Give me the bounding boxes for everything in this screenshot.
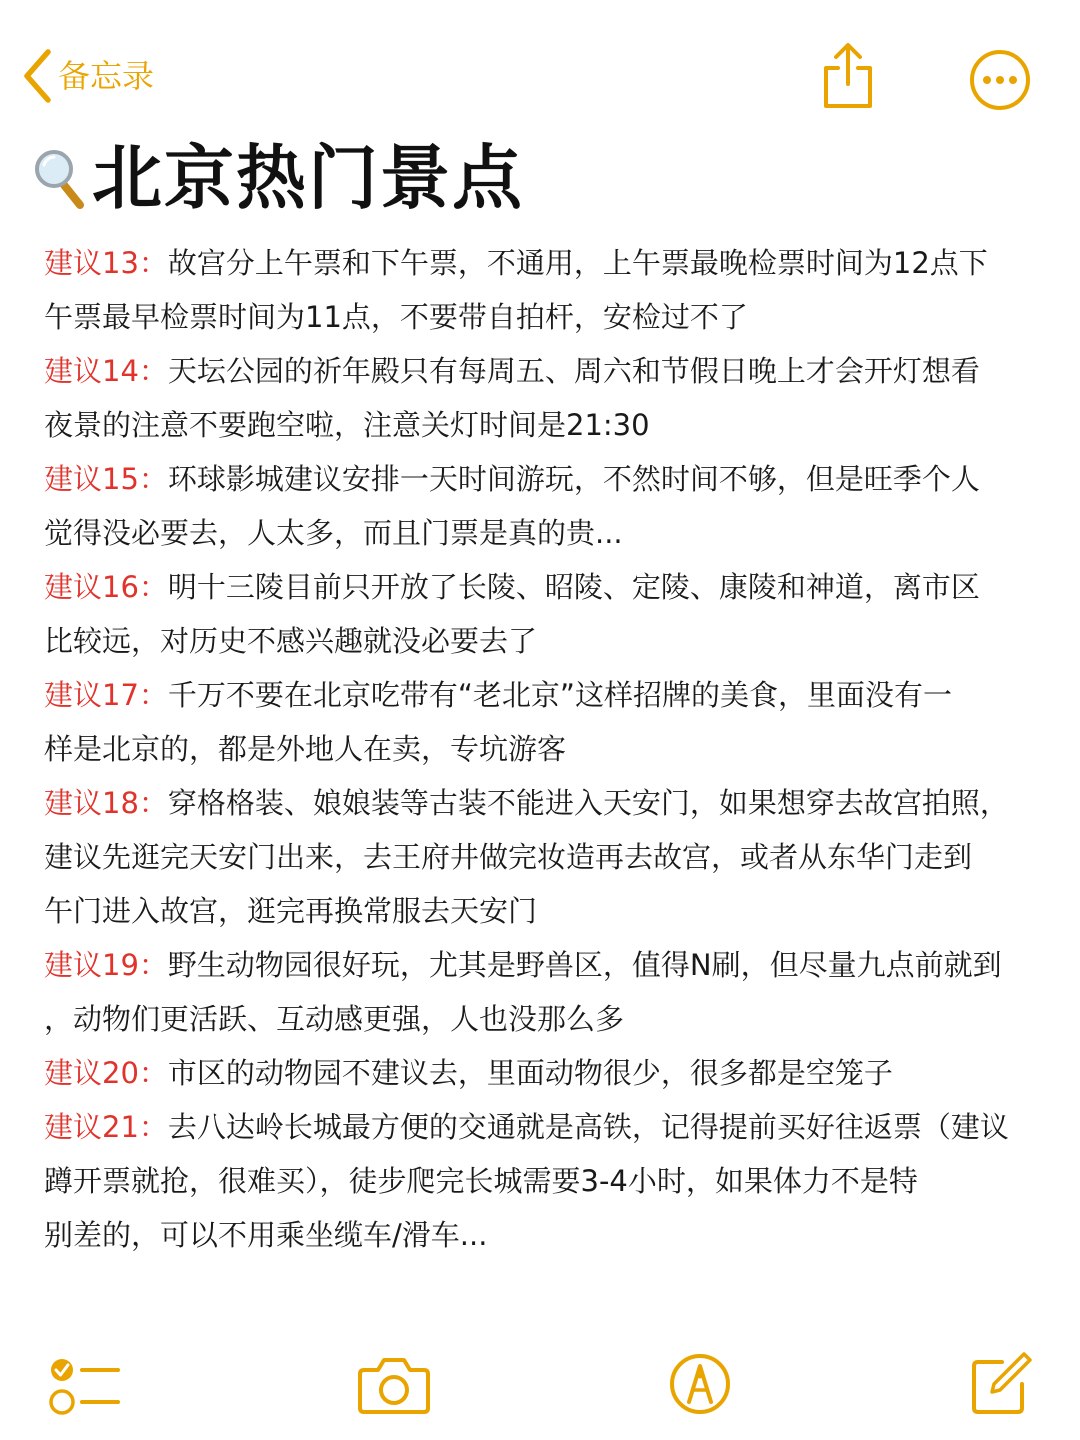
compose-icon (970, 1350, 1034, 1416)
tip-text: 穿格格装、娘娘装等古装不能进入天安门，如果想穿去故宫拍照， 建议先逛完天安门出来，去王府井做完妆造再去故宫，或者从东华门走到 午门进入故宫，逛完再换常服去天安门 (44, 786, 1009, 928)
compose-button[interactable] (970, 1350, 1034, 1420)
tip-text: 明十三陵目前只开放了长陵、昭陵、定陵、康陵和神道，离市区 比较远，对历史不感兴趣就没必要去了 (44, 570, 980, 658)
tip-text: 千万不要在北京吃带有“老北京”这样招牌的美食，里面没有一 样是北京的，都是外地人在卖，专坑游客 (44, 678, 952, 766)
camera-icon (356, 1354, 432, 1416)
note-body[interactable] (44, 236, 1054, 1262)
checklist-button[interactable] (48, 1354, 122, 1422)
tip-19 (44, 938, 1054, 1046)
tip-21 (44, 1100, 1054, 1262)
back-label: 备忘录 (58, 57, 155, 95)
tip-17 (44, 668, 1054, 776)
tip-label: 建议16： (44, 570, 168, 604)
tip-label: 建议13： (44, 246, 168, 280)
navigation-bar (0, 0, 1080, 130)
tip-label: 建议15： (44, 462, 168, 496)
tip-text: 环球影城建议安排一天时间游玩，不然时间不够，但是旺季个人 觉得没必要去，人太多，而且门票是真的贵... (44, 462, 980, 550)
tip-15 (44, 452, 1054, 560)
camera-button[interactable] (356, 1354, 432, 1420)
note-title: 北京热门景点 (92, 137, 524, 219)
share-button[interactable] (818, 40, 878, 112)
tip-text: 去八达岭长城最方便的交通就是高铁，记得提前买好往返票（建议 蹲开票就抢，很难买），徒步爬完长城需要3-4小时，如果体力不是特 别差的，可以不用乘坐缆车/滑车... (44, 1110, 1009, 1252)
pen-circle-icon (668, 1352, 732, 1416)
tip-label: 建议19： (44, 948, 168, 982)
tip-label: 建议21： (44, 1110, 168, 1144)
tip-label: 建议17： (44, 678, 168, 712)
tip-13 (44, 236, 1054, 344)
chevron-left-icon (22, 48, 52, 104)
magnifying-glass-icon (32, 147, 86, 209)
tip-text: 市区的动物园不建议去，里面动物很少，很多都是空笼子 (167, 1056, 893, 1090)
tip-14 (44, 344, 1054, 452)
ellipsis-circle-icon (968, 48, 1032, 112)
tip-label: 建议14： (44, 354, 168, 388)
note-title-row (32, 136, 524, 220)
tip-label: 建议18： (44, 786, 168, 820)
tip-16 (44, 560, 1054, 668)
tip-text: 故宫分上午票和下午票，不通用，上午票最晚检票时间为12点下 午票最早检票时间为11点，不要带自拍杆，安检过不了 (44, 246, 988, 334)
tip-label: 建议20： (44, 1056, 168, 1090)
bottom-toolbar (0, 1340, 1080, 1440)
tip-20 (44, 1046, 1054, 1100)
tip-18 (44, 776, 1054, 938)
more-button[interactable] (968, 48, 1032, 112)
checklist-icon (48, 1354, 122, 1418)
tip-text: 天坛公园的祈年殿只有每周五、周六和节假日晚上才会开灯想看 夜景的注意不要跑空啦，注意关灯时间是21:30 (44, 354, 980, 442)
markup-button[interactable] (668, 1352, 732, 1420)
share-icon (818, 40, 878, 112)
back-button[interactable] (22, 48, 154, 104)
tip-text: 野生动物园很好玩，尤其是野兽区，值得N刷，但尽量九点前就到 ，动物们更活跃、互动感更强，人也没那么多 (44, 948, 1002, 1036)
